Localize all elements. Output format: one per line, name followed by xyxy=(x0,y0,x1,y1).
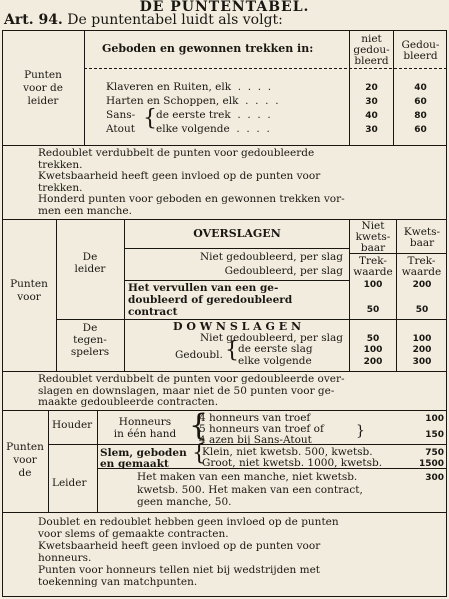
section1-header: Geboden en gewonnen trekken in: xyxy=(102,42,314,55)
brace: } xyxy=(356,423,365,439)
page-title: DE PUNTENTABEL. xyxy=(139,0,310,15)
row-label: de eerste trek . . . . xyxy=(156,109,271,121)
note: Punten voor honneurs tellen niet bij wedstrijden met toekenning van matchpunten. xyxy=(38,564,321,588)
atout-label: Atout xyxy=(106,123,135,135)
row-value: 40 xyxy=(365,111,378,121)
divider xyxy=(97,410,98,512)
brace: { xyxy=(143,106,157,131)
honneurs-row: 4 azen bij Sans-Atout xyxy=(199,434,312,446)
value: 200 xyxy=(412,345,432,355)
divider xyxy=(48,410,49,512)
col-niet-kwetsbaar: Niet kwets- baar xyxy=(355,220,391,254)
manche-row: geen manche, 50. xyxy=(137,496,232,508)
value: 100 xyxy=(412,334,432,344)
note: Doublet en redoublet hebben geen invloed op de punten voor slems of gemaakte contracten. xyxy=(38,516,339,540)
value: 200 xyxy=(363,357,383,367)
sans-label: Sans- xyxy=(106,109,136,121)
brace: { xyxy=(189,408,209,443)
trekwaarde: Trek- waarde xyxy=(353,255,393,278)
row-value: 60 xyxy=(414,125,427,135)
value: 300 xyxy=(412,357,432,367)
col-gedoubleerd: Gedou- bleerd xyxy=(401,39,440,62)
overslagen-heading: OVERSLAGEN xyxy=(193,227,281,240)
value: 750 xyxy=(425,448,444,458)
overslag-row: Gedoubleerd, per slag xyxy=(224,265,343,277)
divider xyxy=(2,145,447,146)
trekwaarde: Trek- waarde xyxy=(401,255,442,278)
downslag-row: de eerste slag xyxy=(238,343,313,355)
row-label: Klaveren en Ruiten, elk . . . . xyxy=(106,81,272,93)
value: 300 xyxy=(425,473,444,483)
leider-label: Leider xyxy=(52,477,87,489)
slem-row: Klein, niet kwetsb. 500, kwetsb. xyxy=(202,446,373,458)
section1-side-label: Punten voor de leider xyxy=(23,69,63,107)
honneurs-row: 4 honneurs van troef xyxy=(199,412,311,424)
note: Honderd punten voor geboden en gewonnen trekken vor- men een manche. xyxy=(38,193,345,217)
tegenspelers-label: De tegen- spelers xyxy=(70,322,110,358)
brace: { xyxy=(192,441,206,466)
col-kwetsbaar: Kwets- baar xyxy=(403,226,441,249)
note: Redoublet verdubbelt de punten voor gedoubleerde over- slagen en downslagen, maar niet de 50 punten voor ge- maakte gedoubleerde contracten. xyxy=(38,373,345,408)
row-label: Harten en Schoppen, elk . . . . xyxy=(106,95,279,107)
downslag-row: elke volgende xyxy=(238,355,312,367)
honneurs-label: Honneurs in één hand xyxy=(113,416,177,440)
houder-label: Houder xyxy=(52,419,93,431)
overslag-row: Niet gedoubleerd, per slag xyxy=(199,251,343,263)
row-value: 20 xyxy=(365,83,378,93)
intro-line xyxy=(4,12,283,28)
note: Redoublet verdubbelt de punten voor gedoubleerde trekken. xyxy=(38,147,315,171)
article-number: Art. 94. xyxy=(4,12,63,28)
section2-side-label: Punten voor xyxy=(10,278,48,303)
de-leider-label: De leider xyxy=(74,251,106,275)
divider xyxy=(84,68,447,69)
value: 50 xyxy=(366,305,380,315)
slem-row: Groot, niet kwetsb. 1000, kwetsb. xyxy=(202,457,383,469)
note: Kwetsbaarheid heeft geen invloed op de punten voor honneurs. xyxy=(38,540,321,564)
manche-row: Het maken van een manche, niet kwetsb. xyxy=(137,471,358,483)
row-value: 80 xyxy=(414,111,427,121)
col-niet-gedoubleerd: niet gedou- bleerd xyxy=(353,33,390,67)
note: Kwetsbaarheid heeft geen invloed op de punten voor trekken. xyxy=(38,170,321,194)
value: 50 xyxy=(366,334,380,344)
divider xyxy=(2,512,447,513)
value: 100 xyxy=(425,414,444,424)
divider xyxy=(124,219,125,371)
downslag-row: Niet gedoubleerd, per slag xyxy=(199,332,343,344)
row-value: 30 xyxy=(365,97,378,107)
value: 200 xyxy=(412,280,432,290)
intro-text: De puntentabel luidt als volgt: xyxy=(67,12,283,28)
value: 100 xyxy=(363,280,383,290)
gedoubl-label: Gedoubl. xyxy=(175,349,223,361)
slem-label: Slem, geboden en gemaakt xyxy=(100,447,187,470)
value: 1500 xyxy=(418,459,444,469)
downslagen-heading: D O W N S L A G E N xyxy=(172,320,302,333)
manche-row: kwetsb. 500. Het maken van een contract, xyxy=(137,484,363,496)
row-value: 60 xyxy=(414,97,427,107)
honneurs-row: 5 honneurs van troef of xyxy=(199,423,324,435)
divider xyxy=(124,248,349,249)
divider xyxy=(124,280,349,281)
row-value: 40 xyxy=(414,83,427,93)
section3-side-label: Punten voor de xyxy=(6,441,44,479)
value: 50 xyxy=(415,305,429,315)
value: 100 xyxy=(363,345,383,355)
divider xyxy=(2,371,447,372)
row-label: elke volgende . . . . xyxy=(156,123,270,135)
value: 150 xyxy=(425,430,444,440)
brace: { xyxy=(225,338,239,363)
row-value: 30 xyxy=(365,125,378,135)
divider xyxy=(2,410,447,411)
divider xyxy=(84,30,85,145)
contract-label: Het vervullen van een ge- doubleerd of geredoubleerd contract xyxy=(128,282,293,318)
